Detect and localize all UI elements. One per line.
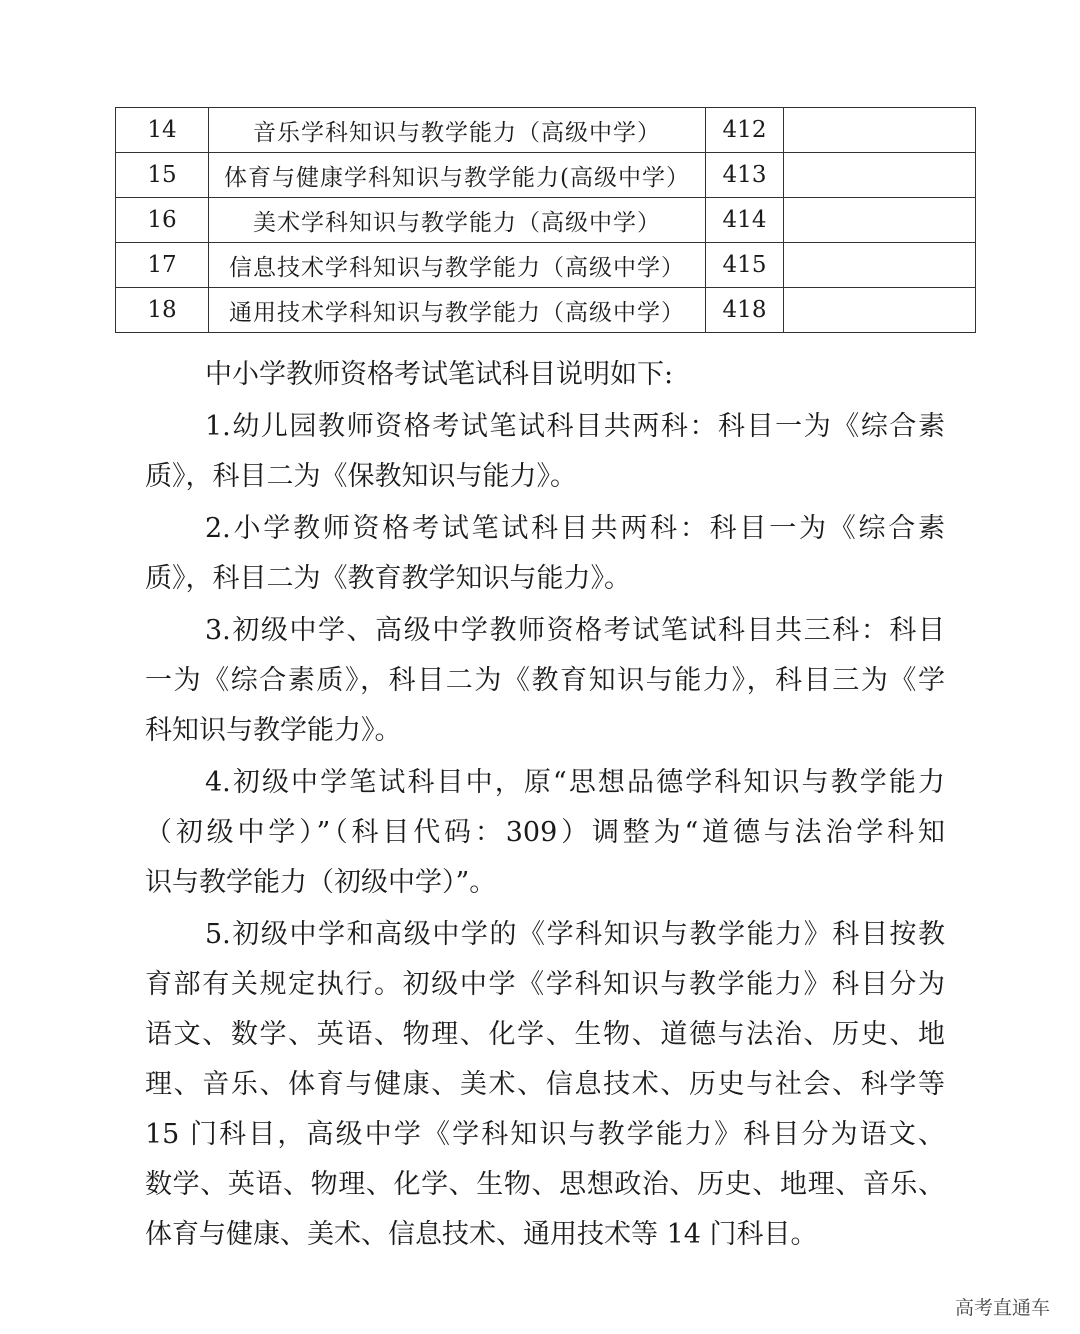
note-cell xyxy=(784,288,976,333)
row-number: 16 xyxy=(116,198,209,243)
table-row xyxy=(116,288,976,333)
paragraph xyxy=(145,350,945,400)
note-cell xyxy=(784,108,976,153)
text-line: 科知识与教学能力》。 xyxy=(145,715,402,746)
row-number: 14 xyxy=(116,108,209,153)
paragraph xyxy=(145,910,945,1260)
text-line: （初级中学）”（科目代码：309）调整为“道德与法治学科知 xyxy=(145,817,945,848)
paragraph xyxy=(145,504,945,604)
row-number: 15 xyxy=(116,153,209,198)
document-body xyxy=(145,350,945,1262)
paragraph xyxy=(145,758,945,908)
table-row xyxy=(116,198,976,243)
table-row xyxy=(116,243,976,288)
text-line: 质》，科目二为《教育教学知识与能力》。 xyxy=(145,563,631,594)
row-number: 17 xyxy=(116,243,209,288)
subject-code: 414 xyxy=(706,198,784,243)
text-line: 15 门科目，高级中学《学科知识与教学能力》科目分为语文、 xyxy=(145,1119,945,1150)
text-line: 育部有关规定执行。初级中学《学科知识与教学能力》科目分为 xyxy=(145,969,945,1000)
subject-name: 音乐学科知识与教学能力（高级中学） xyxy=(209,108,706,153)
subject-code: 412 xyxy=(706,108,784,153)
paragraph xyxy=(145,402,945,502)
table-row xyxy=(116,153,976,198)
subject-code: 413 xyxy=(706,153,784,198)
paragraph xyxy=(145,606,945,756)
subject-name: 通用技术学科知识与教学能力（高级中学） xyxy=(209,288,706,333)
text-line: 5.初级中学和高级中学的《学科知识与教学能力》科目按教 xyxy=(205,919,945,950)
text-line: 质》，科目二为《保教知识与能力》。 xyxy=(145,461,577,492)
subject-code: 415 xyxy=(706,243,784,288)
text-line: 数学、英语、物理、化学、生物、思想政治、历史、地理、音乐、 xyxy=(145,1169,945,1200)
note-cell xyxy=(784,243,976,288)
text-line: 理、音乐、体育与健康、美术、信息技术、历史与社会、科学等 xyxy=(145,1069,945,1100)
note-cell xyxy=(784,153,976,198)
text-line: 1.幼儿园教师资格考试笔试科目共两科：科目一为《综合素 xyxy=(205,411,945,442)
text-line: 识与教学能力（初级中学）”。 xyxy=(145,867,497,898)
watermark: 高考直通车 xyxy=(954,1297,1050,1319)
text-line: 体育与健康、美术、信息技术、通用技术等 14 门科目。 xyxy=(145,1219,818,1250)
note-cell xyxy=(784,198,976,243)
subject-name: 美术学科知识与教学能力（高级中学） xyxy=(209,198,706,243)
text-line: 一为《综合素质》，科目二为《教育知识与能力》，科目三为《学 xyxy=(145,665,945,696)
text-line: 中小学教师资格考试笔试科目说明如下: xyxy=(205,359,674,390)
subject-name: 体育与健康学科知识与教学能力(高级中学） xyxy=(209,153,706,198)
table-row xyxy=(116,108,976,153)
row-number: 18 xyxy=(116,288,209,333)
text-line: 2.小学教师资格考试笔试科目共两科：科目一为《综合素 xyxy=(205,513,945,544)
text-line: 4.初级中学笔试科目中，原“思想品德学科知识与教学能力 xyxy=(205,767,945,798)
text-line: 语文、数学、英语、物理、化学、生物、道德与法治、历史、地 xyxy=(145,1019,945,1050)
subject-code: 418 xyxy=(706,288,784,333)
text-line: 3.初级中学、高级中学教师资格考试笔试科目共三科：科目 xyxy=(205,615,945,646)
subject-table xyxy=(115,107,976,333)
subject-name: 信息技术学科知识与教学能力（高级中学） xyxy=(209,243,706,288)
